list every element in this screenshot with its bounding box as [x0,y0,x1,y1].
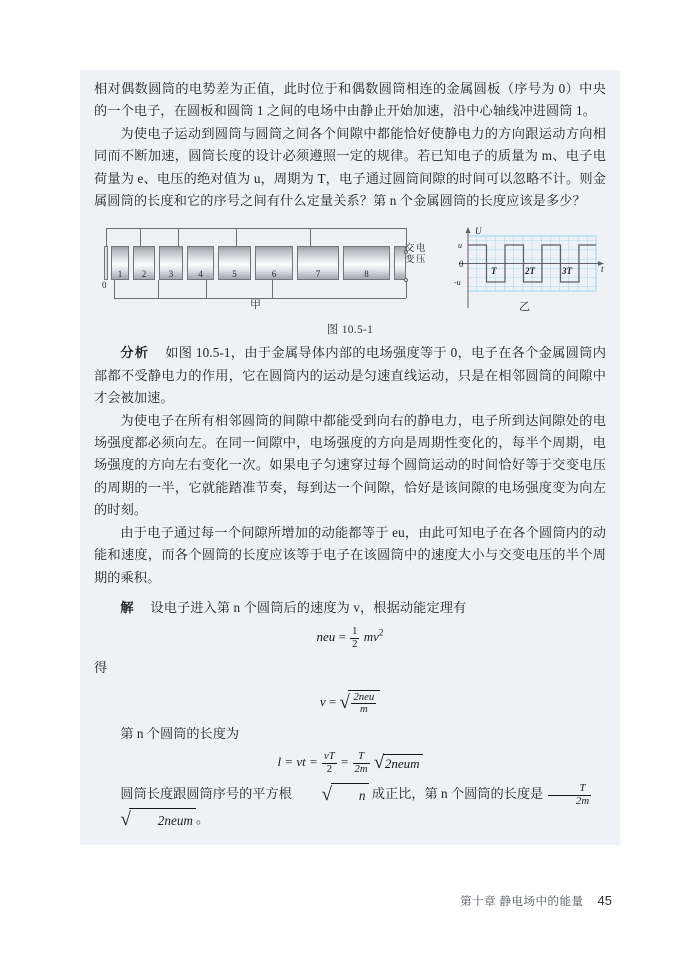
conclusion-sqrt [295,783,368,807]
tube-3 [159,246,183,280]
paragraph-intro-2: 为使电子运动到圆筒与圆筒之间各个间隙中都能恰好使静电力的方向跟运动方向相同而不断加速，圆筒长度的设计必须遵照一定的规律。若已知电子的质量为 m、电子电荷量为 e、电压的绝对值为 u，周期为 T，电子通过圆筒间隙的时间可以忽略不计。则金属圆筒的长度和它的序号之间有什么定量关系？第 n 个金属圆筒的长度应该是多少？ [94,125,606,209]
formula3-frac2-den: 2m [354,763,368,775]
formula3-frac1-num: vT [324,751,335,763]
tube-number-7: 7 [315,269,321,280]
svg-text:U: U [475,226,482,237]
footer-chapter-title: 第十章 静电场中的能量 [460,896,584,908]
formula-length [94,751,606,775]
tube-8 [343,246,390,280]
page-footer [80,893,620,909]
ac-source-label [405,244,429,284]
analysis-text-1: 如图 10.5-1，由于金属导体内部的电场强度等于 0，电子在各个金属圆筒内部都不受静电力的作用，它在圆筒内的运动是匀速直线运动，只是在相邻圆筒的间隙中才会被加速。 [94,345,606,406]
tube-5 [218,246,251,280]
bottom-wire-drop-7 [272,280,273,298]
tube-7 [297,246,339,280]
formula1-frac-num: 1 [352,626,358,638]
metal-plate-0 [104,246,108,280]
ac-source-label-col1: 交变 [405,244,415,266]
bottom-wire-drop-1 [114,280,115,298]
conclusion-sqrt-2 [94,808,196,832]
tube-number-2: 2 [141,269,147,280]
formula-velocity [94,690,606,716]
figure-caption: 图 10.5-1 [326,324,374,337]
formula-kinetic-energy [94,626,606,650]
svg-text:t: t [601,264,604,275]
svg-text:-u: -u [454,278,461,288]
top-bus-wire [106,228,406,229]
footer-page-number: 45 [597,893,612,908]
formula2-lhs: v [319,693,326,709]
page-content-block [80,70,620,845]
top-wire-drop-2 [140,228,141,246]
conclusion-fraction [548,783,592,807]
tube-diagram-jia [102,222,432,314]
tube-number-5: 5 [232,269,237,280]
sqrt-sign-icon: √ [373,752,385,774]
formula3-eq1: = vt = [284,754,318,770]
svg-text:T: T [491,266,497,277]
bottom-wire-drop-5 [206,280,207,298]
solution-intro [94,597,606,619]
conclusion-frac-den: 2m [575,794,590,807]
tube-number-1: 1 [117,269,123,280]
solution-conclusion [94,783,606,832]
paragraph-intro-1: 相对偶数圆筒的电势差为正值，此时位于和偶数圆筒相连的金属圆板（序号为 0）中央的一个电子，在圆板和圆筒 1 之间的电场中由静止开始加速，沿中心轴线冲进圆筒 1。 [94,81,606,119]
tube-number-3: 3 [168,269,174,280]
formula2-frac-num: 2neu [353,691,375,703]
sqrt-sign-icon: √ [339,691,350,713]
formula3-frac1-den: 2 [326,763,333,775]
formula3-sqrt [374,754,423,772]
ac-source-label-col2: 电压 [416,244,426,266]
formula1-lhs: neu [316,629,336,645]
formula3-fraction-2 [353,751,370,775]
sqrt-sign-icon: √ [321,784,333,806]
formula3-lhs: l [277,754,282,770]
top-wire-drop-6 [236,228,237,246]
conclusion-frac-num: T [548,783,592,796]
formula3-radicand: 2neum [383,754,423,772]
formula2-eq: = [328,693,337,709]
voltage-waveform-graph [449,222,609,322]
formula1-rhs: mv [363,629,379,645]
formula2-sqrt [339,690,380,716]
formula1-exponent: 2 [378,627,384,638]
top-wire-drop-4 [178,228,179,246]
svg-text:u: u [458,241,462,251]
tube-4 [187,246,214,280]
solution-line-2: 第 n 个圆筒的长度为 [120,725,240,741]
analysis-paragraph-1 [94,342,606,409]
tube-number-4: 4 [198,269,203,280]
svg-text:2T: 2T [525,266,535,277]
bottom-wire-drop-3 [158,280,159,298]
formula1-frac-den: 2 [352,638,358,650]
formula1-eq: = [338,629,346,645]
conclusion-sqrt2-radicand: 2neum [129,808,196,832]
formula3-eq2: = [340,754,349,770]
top-wire-drop-8 [310,228,311,246]
tube-2 [133,246,155,280]
tube-1 [111,246,129,280]
figure-part-label-yi: 乙 [519,301,530,314]
conclusion-period: 。 [195,810,210,826]
tube-number-6: 6 [271,269,277,280]
formula3-frac2-num: T [353,751,370,764]
conclusion-text-b: 成正比，第 n 个圆筒的长度是 [371,786,544,802]
conclusion-text-a: 圆筒长度跟圆筒序号的平方根 [120,786,292,802]
svg-text:3T: 3T [562,266,572,277]
formula2-radicand [348,690,380,716]
top-wire-drop-0 [106,228,107,248]
svg-text:0: 0 [459,259,464,270]
analysis-paragraph-3: 由于电子通过每一个间隙所增加的动能都等于 eu，由此可知电子在各个圆筒内的动能和速度，而各个圆筒的长度应该等于电子在该圆筒中的速度大小与交变电压的半个周期的乘积。 [94,524,606,585]
formula3-fraction-1 [322,751,337,775]
formula2-frac-den: m [359,704,368,716]
solution-de-line: 得 [94,660,108,676]
analysis-label: 分析 [120,345,150,361]
tube-number-8: 8 [364,269,369,280]
analysis-paragraph-2: 为使电子在所有相邻圆筒的间隙中都能受到向右的静电力，电子所到达间隙处的电场强度都必须向左。在同一间隙中，电场强度的方向是周期性变化的，每半个周期，电场强度的方向左右变化一次。如果电子匀速穿过每个圆筒运动的时间恰好等于交变电压的周期的一半，它就能踏准节奏，每到达一个间隙，恰好是该间隙的电场强度变为向左的时刻。 [94,412,606,518]
figure-10-5-1 [94,222,606,337]
solution-label: 解 [120,599,135,615]
conclusion-sqrt-radicand: n [331,783,369,807]
tube-6 [255,246,293,280]
plate-label-0: 0 [102,280,107,291]
formula1-fraction [350,626,359,650]
solution-intro-text: 设电子进入第 n 个圆筒后的速度为 v，根据动能定理有 [150,599,467,615]
sqrt-sign-icon: √ [120,808,131,830]
figure-part-label-jia: 甲 [250,299,261,312]
